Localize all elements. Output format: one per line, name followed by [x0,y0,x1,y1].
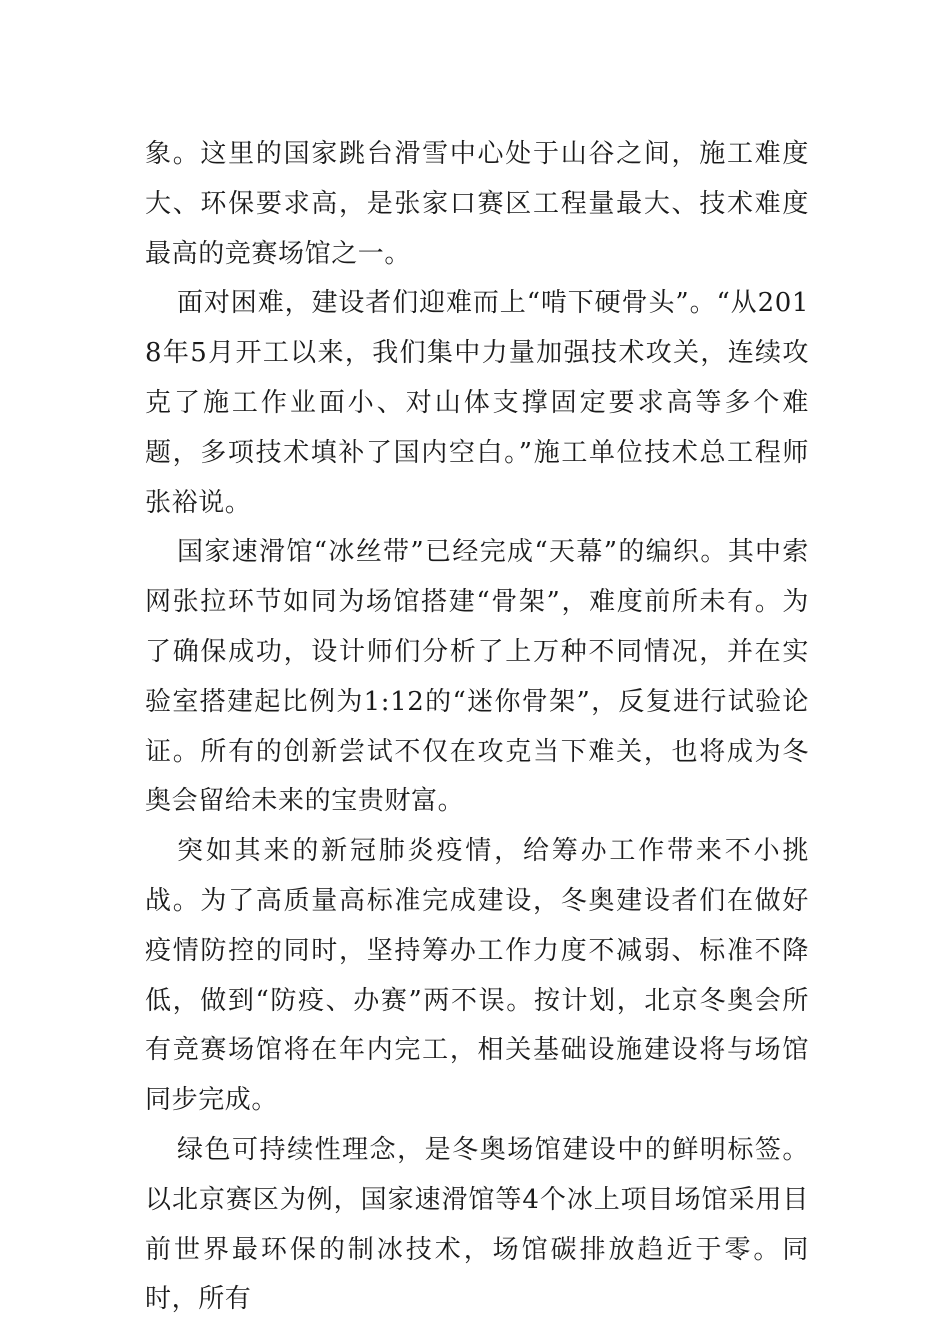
paragraph-green-sustainability: 绿色可持续性理念，是冬奥场馆建设中的鲜明标签。以北京赛区为例，国家速滑馆等4个冰上项目场馆采用目前世界最环保的制冰技术，场馆碳排放趋近于零。同时，所有 [145,1134,809,1315]
article-body [145,130,809,1325]
paragraph-pandemic: 突如其来的新冠肺炎疫情，给筹办工作带来不小挑战。为了高质量高标准完成建设，冬奥建设者们在做好疫情防控的同时，坚持筹办工作力度不减弱、标准不降低，做到“防疫、办赛”两不误。按计划，北京冬奥会所有竞赛场馆将在年内完工，相关基础设施建设将与场馆同步完成。 [145,836,809,1116]
paragraph-construction-challenges: 面对困难，建设者们迎难而上“啃下硬骨头”。“从2018年5月开工以来，我们集中力量加强技术攻关，连续攻克了施工作业面小、对山体支撑固定要求高等多个难题，多项技术填补了国内空白。”施工单位技术总工程师张裕说。 [145,288,809,518]
paragraph-continuation: 象。这里的国家跳台滑雪中心处于山谷之间，施工难度大、环保要求高，是张家口赛区工程量最大、技术难度最高的竞赛场馆之一。 [145,139,809,269]
paragraph-speed-skating-oval: 国家速滑馆“冰丝带”已经完成“天幕”的编织。其中索网张拉环节如同为场馆搭建“骨架”，难度前所未有。为了确保成功，设计师们分析了上万种不同情况，并在实验室搭建起比例为1:12的“迷你骨架”，反复进行试验论证。所有的创新尝试不仅在攻克当下难关，也将成为冬奥会留给未来的宝贵财富。 [145,537,809,817]
